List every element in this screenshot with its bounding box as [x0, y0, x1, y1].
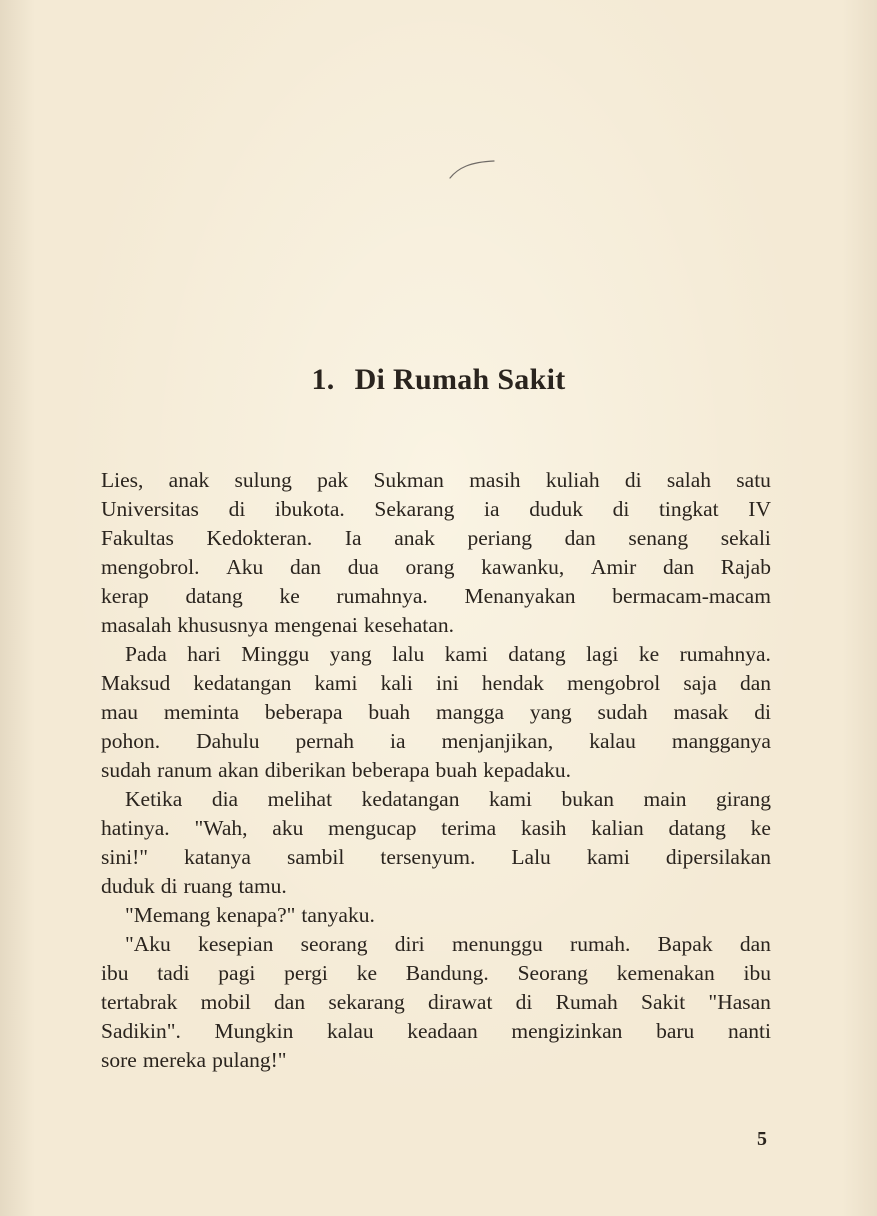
text-line: mau meminta beberapa buah mangga yang sudah masak di: [101, 700, 771, 724]
chapter-number: 1.: [311, 363, 335, 396]
text-line: Sadikin". Mungkin kalau keadaan mengizinkan baru nanti: [101, 1019, 771, 1043]
text-line: hatinya. "Wah, aku mengucap terima kasih kalian datang ke: [101, 816, 771, 840]
text-line: Fakultas Kedokteran. Ia anak periang dan senang sekali: [101, 526, 771, 550]
text-line: "Aku kesepian seorang diri menunggu rumah. Bapak dan: [125, 932, 771, 956]
text-line: kerap datang ke rumahnya. Menanyakan bermacam-macam: [101, 584, 771, 608]
text-line: sudah ranum akan diberikan beberapa buah kepadaku.: [101, 758, 572, 782]
paragraph: [101, 901, 771, 930]
text-line: Ketika dia melihat kedatangan kami bukan main girang: [125, 787, 771, 811]
chapter-title-text: Di Rumah Sakit: [354, 363, 566, 396]
text-line: Pada hari Minggu yang lalu kami datang lagi ke rumahnya.: [125, 642, 771, 666]
paragraph: [101, 930, 771, 1075]
paragraph: [101, 640, 771, 785]
chapter-title: [0, 360, 877, 400]
text-line: Universitas di ibukota. Sekarang ia duduk di tingkat IV: [101, 497, 771, 521]
text-line: Maksud kedatangan kami kali ini hendak mengobrol saja dan: [101, 671, 771, 695]
page-number: 5: [757, 1128, 767, 1150]
text-line: ibu tadi pagi pergi ke Bandung. Seorang kemenakan ibu: [101, 961, 771, 985]
text-line: pohon. Dahulu pernah ia menjanjikan, kalau mangganya: [101, 729, 771, 753]
text-line: masalah khususnya mengenai kesehatan.: [101, 613, 454, 637]
paragraph: [101, 466, 771, 640]
paragraph: [101, 785, 771, 901]
text-line: mengobrol. Aku dan dua orang kawanku, Amir dan Rajab: [101, 555, 771, 579]
text-line: tertabrak mobil dan sekarang dirawat di Rumah Sakit "Hasan: [101, 990, 771, 1014]
text-line: "Memang kenapa?" tanyaku.: [125, 903, 375, 927]
text-line: Lies, anak sulung pak Sukman masih kuliah di salah satu: [101, 468, 771, 492]
text-line: sore mereka pulang!": [101, 1048, 287, 1072]
pencil-mark-icon: [448, 158, 498, 180]
text-line: duduk di ruang tamu.: [101, 874, 287, 898]
text-line: sini!" katanya sambil tersenyum. Lalu kami dipersilakan: [101, 845, 771, 869]
body-text: [101, 466, 771, 1075]
